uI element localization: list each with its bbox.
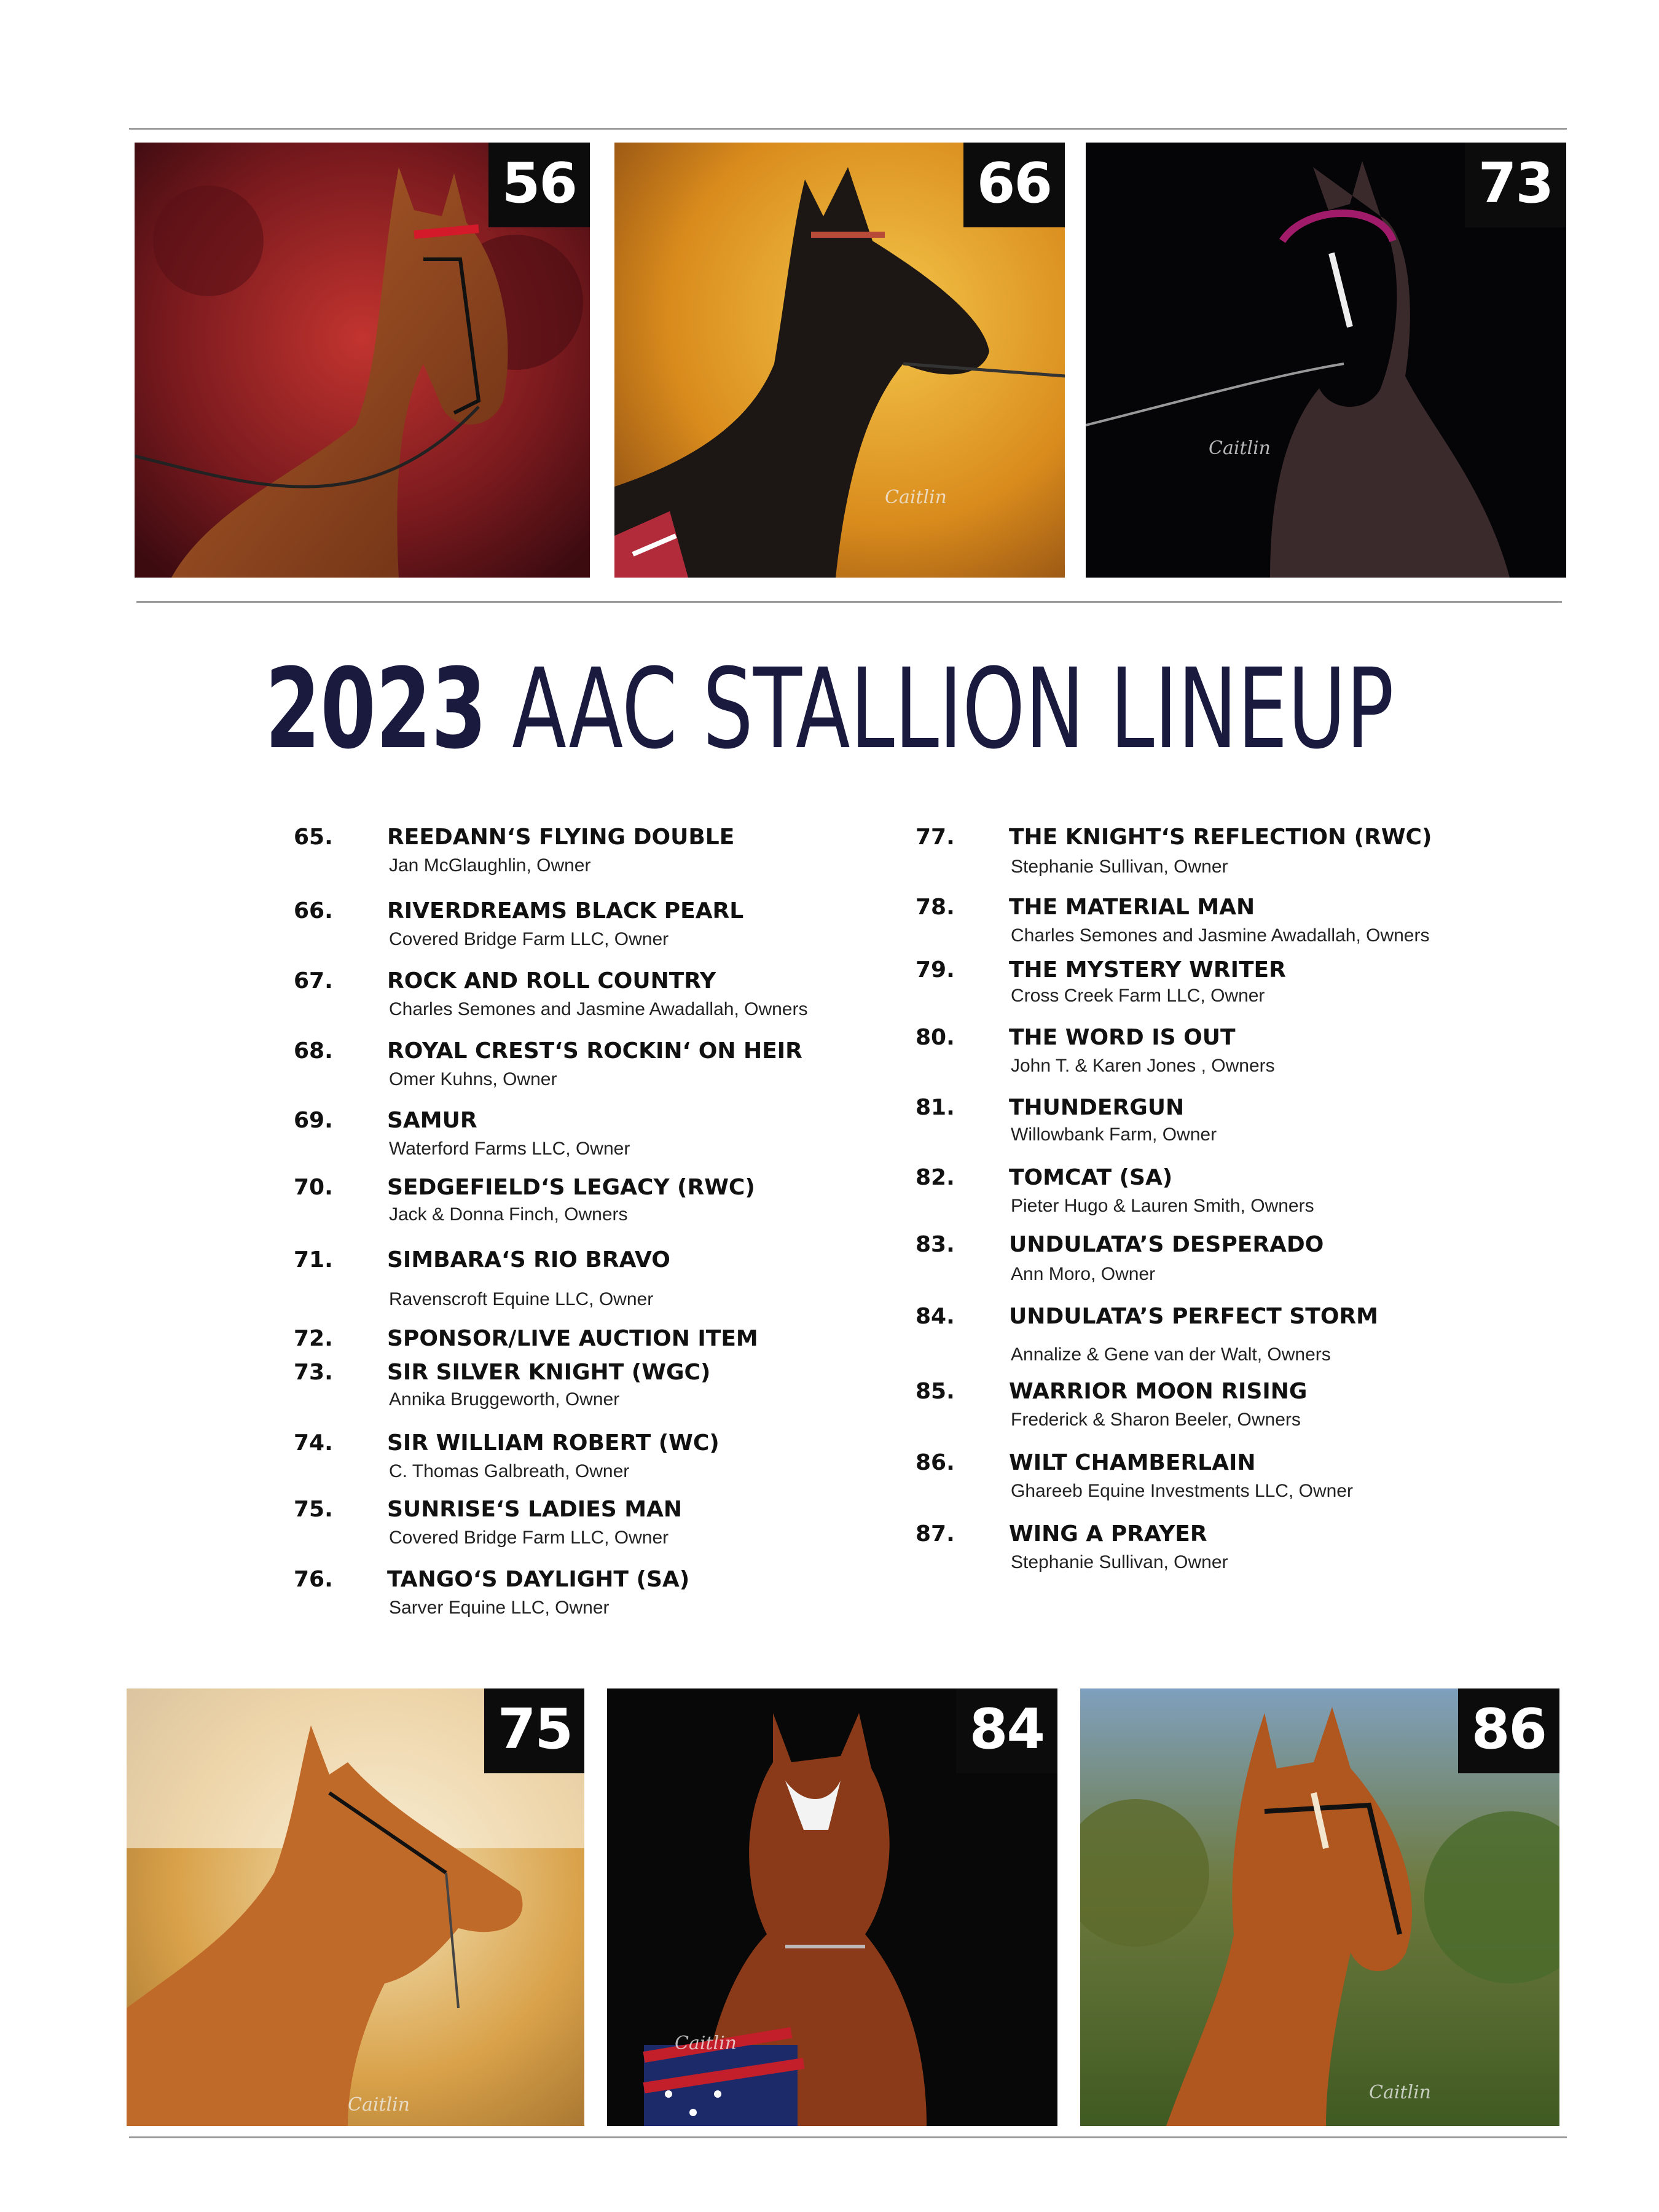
owner-name: Annalize & Gene van der Walt, Owners — [1011, 1344, 1331, 1365]
entry-number: 76. — [294, 1567, 333, 1592]
entry-number: 73. — [294, 1360, 333, 1385]
owner-name: Jan McGlaughlin, Owner — [389, 855, 591, 876]
title-year: 2023 — [265, 645, 487, 774]
stallion-name: THE MATERIAL MAN — [1009, 895, 1255, 920]
entry-number: 74. — [294, 1430, 333, 1456]
stallion-name: ROYAL CREST‘S ROCKIN‘ ON HEIR — [387, 1038, 802, 1064]
stallion-name: RIVERDREAMS BLACK PEARL — [387, 898, 744, 924]
stallion-name: SAMUR — [387, 1108, 477, 1133]
stallion-name: UNDULATA’S DESPERADO — [1009, 1232, 1324, 1257]
owner-name: C. Thomas Galbreath, Owner — [389, 1461, 630, 1481]
stallion-name: SUNRISE‘S LADIES MAN — [387, 1497, 683, 1522]
owner-name: Willowbank Farm, Owner — [1011, 1124, 1217, 1145]
owner-name: Frederick & Sharon Beeler, Owners — [1011, 1410, 1301, 1430]
page-title — [232, 645, 1427, 774]
owner-name: Pieter Hugo & Lauren Smith, Owners — [1011, 1196, 1314, 1216]
photo-stallion-56 — [135, 143, 590, 578]
title-text: AAC STALLION LINEUP — [512, 645, 1394, 774]
stallion-number-badge: 86 — [1458, 1688, 1559, 1773]
bottom-rule — [129, 2136, 1567, 2138]
stallion-name: ROCK AND ROLL COUNTRY — [387, 968, 716, 994]
entry-number: 86. — [916, 1450, 955, 1475]
entry-number: 79. — [916, 957, 955, 982]
owner-name: Waterford Farms LLC, Owner — [389, 1139, 630, 1159]
stallion-name: THUNDERGUN — [1009, 1095, 1185, 1120]
owner-name: Charles Semones and Jasmine Awadallah, Owners — [389, 999, 808, 1019]
owner-name: Stephanie Sullivan, Owner — [1011, 857, 1228, 877]
stallion-name: SIR WILLIAM ROBERT (WC) — [387, 1430, 720, 1456]
owner-name: Ann Moro, Owner — [1011, 1264, 1156, 1284]
entry-number: 85. — [916, 1379, 955, 1404]
entry-number: 66. — [294, 898, 333, 924]
owner-name: Covered Bridge Farm LLC, Owner — [389, 929, 669, 949]
photographer-signature: Caitlin — [885, 487, 947, 508]
stallion-name: REEDANN‘S FLYING DOUBLE — [387, 825, 735, 850]
stallion-number-badge: 66 — [963, 143, 1065, 227]
photographer-signature: Caitlin — [1209, 437, 1271, 459]
stallion-name: WARRIOR MOON RISING — [1009, 1379, 1308, 1404]
entry-number: 75. — [294, 1497, 333, 1522]
stallion-name: SIR SILVER KNIGHT (WGC) — [387, 1360, 711, 1385]
stallion-name: SEDGEFIELD‘S LEGACY (RWC) — [387, 1175, 755, 1200]
stallion-name: THE WORD IS OUT — [1009, 1025, 1236, 1050]
top-rule — [129, 128, 1567, 130]
owner-name: Cross Creek Farm LLC, Owner — [1011, 986, 1265, 1006]
owner-name: Jack & Donna Finch, Owners — [389, 1204, 628, 1225]
stallion-name: WILT CHAMBERLAIN — [1009, 1450, 1256, 1475]
entry-number: 70. — [294, 1175, 333, 1200]
entry-number: 65. — [294, 825, 333, 850]
owner-name: Covered Bridge Farm LLC, Owner — [389, 1528, 669, 1548]
owner-name: Sarver Equine LLC, Owner — [389, 1598, 610, 1618]
stallion-name: SIMBARA‘S RIO BRAVO — [387, 1247, 670, 1273]
entry-number: 72. — [294, 1326, 333, 1351]
photographer-signature: Caitlin — [675, 2033, 737, 2054]
stallion-number-badge: 84 — [956, 1688, 1057, 1773]
owner-name: John T. & Karen Jones , Owners — [1011, 1056, 1275, 1076]
stallion-name: THE MYSTERY WRITER — [1009, 957, 1286, 982]
upper-divider-rule — [136, 601, 1562, 603]
stallion-name: WING A PRAYER — [1009, 1521, 1207, 1547]
owner-name: Omer Kuhns, Owner — [389, 1069, 557, 1089]
photo-stallion-75 — [127, 1688, 584, 2126]
owner-name: Ravenscroft Equine LLC, Owner — [389, 1289, 654, 1309]
stallion-name: TOMCAT (SA) — [1009, 1165, 1173, 1190]
entry-number: 80. — [916, 1025, 955, 1050]
entry-number: 71. — [294, 1247, 333, 1273]
stallion-number-badge: 75 — [484, 1688, 584, 1773]
entry-number: 69. — [294, 1108, 333, 1133]
owner-name: Ghareeb Equine Investments LLC, Owner — [1011, 1481, 1353, 1501]
stallion-number-badge: 56 — [488, 143, 590, 227]
photo-stallion-66 — [614, 143, 1065, 578]
entry-number: 84. — [916, 1304, 955, 1329]
entry-number: 77. — [916, 825, 955, 850]
stallion-number-badge: 73 — [1465, 143, 1566, 227]
photo-stallion-86 — [1080, 1688, 1559, 2126]
entry-number: 82. — [916, 1165, 955, 1190]
entry-number: 81. — [916, 1095, 955, 1120]
photographer-signature: Caitlin — [1369, 2082, 1432, 2103]
photographer-signature: Caitlin — [348, 2094, 410, 2116]
photo-stallion-84 — [607, 1688, 1057, 2126]
stallion-name: TANGO‘S DAYLIGHT (SA) — [387, 1567, 690, 1592]
owner-name: Annika Bruggeworth, Owner — [389, 1389, 620, 1410]
entry-number: 87. — [916, 1521, 955, 1547]
owner-name: Charles Semones and Jasmine Awadallah, Owners — [1011, 925, 1430, 946]
entry-number: 68. — [294, 1038, 333, 1064]
entry-number: 67. — [294, 968, 333, 994]
stallion-name: UNDULATA’S PERFECT STORM — [1009, 1304, 1378, 1329]
entry-number: 83. — [916, 1232, 955, 1257]
stallion-name: SPONSOR/LIVE AUCTION ITEM — [387, 1326, 758, 1351]
stallion-name: THE KNIGHT‘S REFLECTION (RWC) — [1009, 825, 1432, 850]
owner-name: Stephanie Sullivan, Owner — [1011, 1552, 1228, 1572]
entry-number: 78. — [916, 895, 955, 920]
photo-stallion-73 — [1086, 143, 1566, 578]
